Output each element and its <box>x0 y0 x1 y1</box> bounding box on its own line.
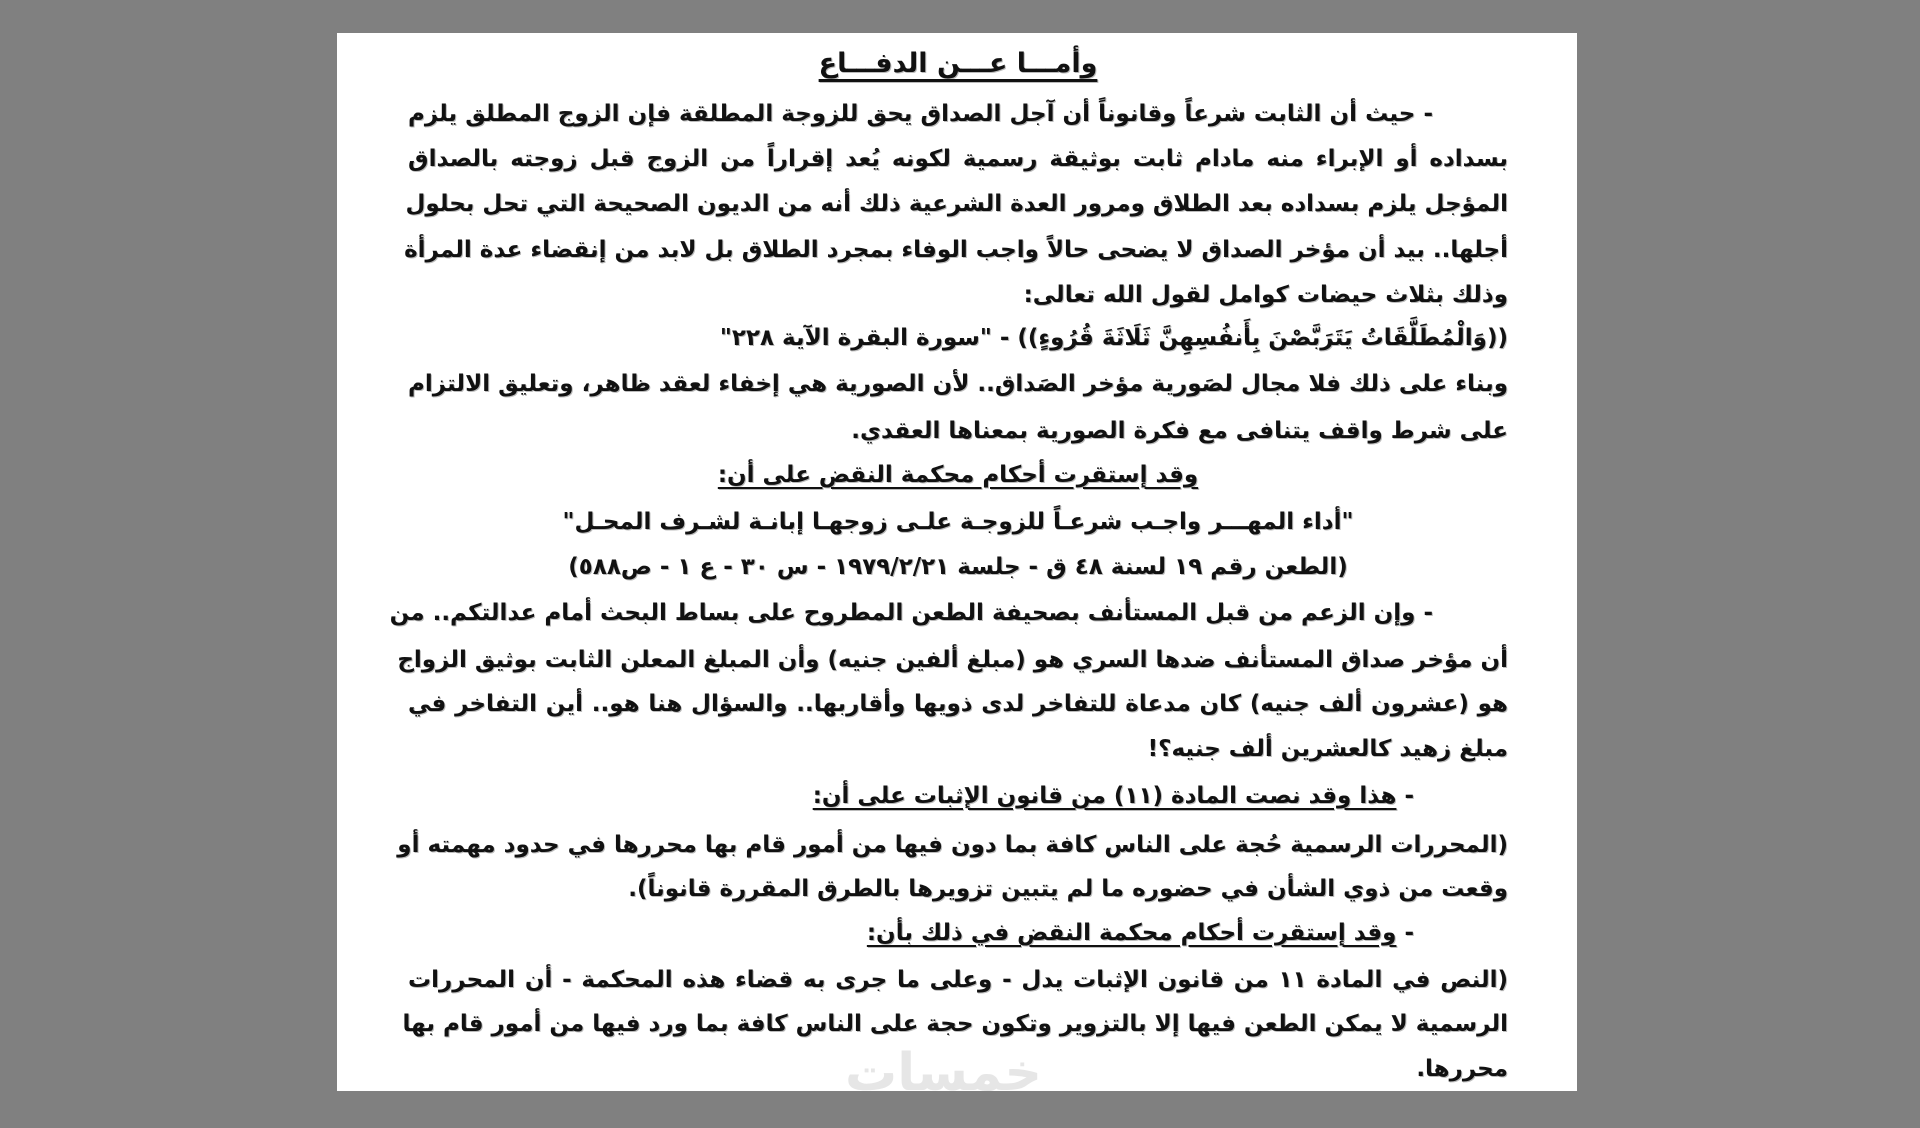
subheading: وقد إستقرت أحكام محكمة النقض على أن: <box>717 462 1199 488</box>
paragraph-line: - حيث أن الثابت شرعاً وقانوناً أن آجل الصداق يحق للزوجة المطلقة فإن الزوج المطلق يلزم <box>408 101 1433 127</box>
paragraph-line: - وإن الزعم من قبل المستأنف بصحيفة الطعن المطروح على بساط البحث أمام عدالتكم.. من <box>389 600 1433 626</box>
subheading <box>408 913 1414 953</box>
section-title: وأمـــا عـــن الدفـــاع <box>818 48 1098 79</box>
paragraph-line: أجلها.. بيد أن مؤخر الصداق لا يضحى حالاً واجب الوفاء بمجرد الطلاق بل لابد من إنقضاء عدة المرأة <box>404 237 1508 263</box>
paragraph-line: محررها. <box>1416 1056 1508 1082</box>
paragraph-line: مبلغ زهيد كالعشرين ألف جنيه؟! <box>1147 736 1508 762</box>
paragraph-line: المؤجل يلزم بسداده بعد الطلاق ومرور العدة الشرعية ذلك أنه من الديون الصحيحة التي تحل بحلول <box>405 191 1508 217</box>
paragraph-line: الرسمية لا يمكن الطعن فيها إلا بالتزوير وتكون حجة على الناس كافة بما ورد فيها من أمور قام بها <box>402 1011 1508 1037</box>
paragraph-line: وقعت من ذوي الشأن في حضوره ما لم يتبين تزويرها بالطرق المقررة قانوناً). <box>628 876 1508 902</box>
quote-line: "أداء المهـــر واجـب شرعـاً للزوجـة علـى زوجهـا إبانـة لشـرف المحـل" <box>562 509 1354 535</box>
dash: - <box>1396 783 1414 809</box>
quran-verse: ((وَالْمُطَلَّقَاتُ يَتَرَبَّصْنَ بِأَنفُسِهِنَّ ثَلَاثَةَ قُرُوءٍ)) - "سورة البقرة الآية ٢٢٨" <box>719 325 1508 351</box>
citation-line: (الطعن رقم ١٩ لسنة ٤٨ ق - جلسة ١٩٧٩/٢/٢١ - س ٣٠ - ع ١ - ص٥٨٨) <box>568 554 1348 580</box>
paragraph-line: وذلك بثلاث حيضات كوامل لقول الله تعالى: <box>1023 282 1508 308</box>
subheading <box>408 776 1414 816</box>
paragraph-line: هو (عشرون ألف جنيه) كان مدعاة للتفاخر لدى ذويها وأقاربها.. والسؤال هنا هو.. أين التفاخر في <box>408 691 1508 717</box>
paragraph-line: وبناء على ذلك فلا مجال لصَورية مؤخر الصَداق.. لأن الصورية هي إخفاء لعقد ظاهر، وتعليق الالتزام <box>408 371 1508 397</box>
paragraph-line: (المحررات الرسمية حُجة على الناس كافة بما دون فيها من أمور قام بها محررها في حدود مهمته أو <box>397 832 1508 858</box>
dash: - <box>1396 920 1414 946</box>
watermark-logo: خمسات <box>845 1043 1043 1103</box>
paragraph-line: على شرط واقف يتنافى مع فكرة الصورية بمعناها العقدي. <box>851 418 1508 444</box>
paragraph-line: (النص في المادة ١١ من قانون الإثبات يدل - وعلى ما جرى به قضاء هذه المحكمة - أن المحررات <box>408 967 1508 993</box>
subheading-text: هذا وقد نصت المادة (١١) من قانون الإثبات على أن: <box>812 783 1397 809</box>
paragraph-line: أن مؤخر صداق المستأنف ضدها السري هو (مبلغ ألفين جنيه) وأن المبلغ المعلن الثابت بوثيق الزواج <box>397 647 1508 673</box>
document-page <box>337 33 1577 1103</box>
paragraph-line: بسداده أو الإبراء منه مادام ثابت بوثيقة رسمية لكونه يُعد إقراراً من الزوج قبل زوجته بالصداق <box>408 146 1508 172</box>
subheading-text: وقد إستقرت أحكام محكمة النقض في ذلك بأن: <box>866 920 1397 946</box>
